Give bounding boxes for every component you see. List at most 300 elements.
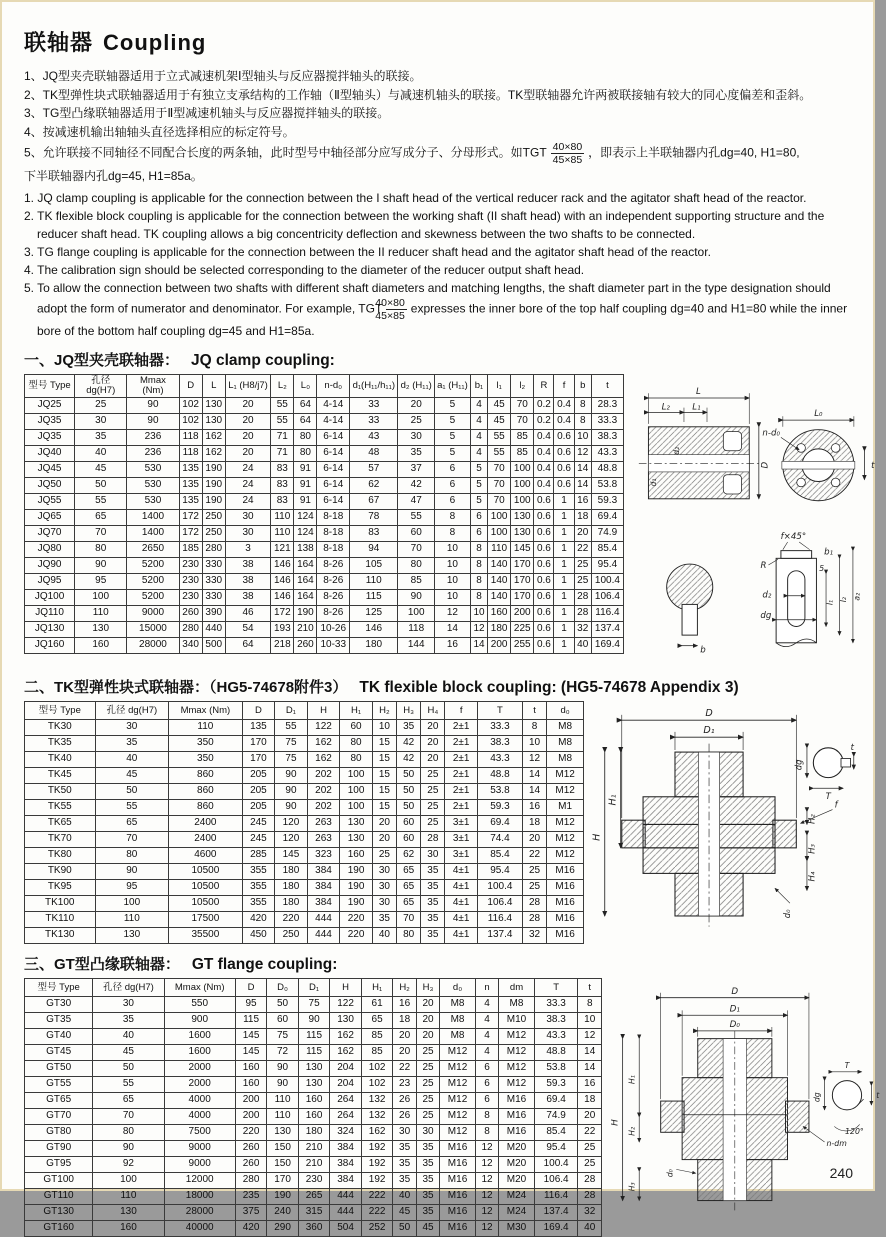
value-cell: 95 xyxy=(75,574,127,590)
value-cell: 16 xyxy=(574,494,591,510)
jq-dim-L0: L₀ xyxy=(814,409,823,420)
column-header: L xyxy=(202,375,225,398)
type-cell: TK70 xyxy=(25,832,96,848)
type-cell: JQ80 xyxy=(25,542,75,558)
value-cell: 20 xyxy=(522,832,546,848)
value-cell: 6 xyxy=(475,1093,498,1109)
table-row xyxy=(25,1221,602,1237)
value-cell: 160 xyxy=(235,1077,267,1093)
value-cell: 3±1 xyxy=(445,848,477,864)
note-en-5-before: 5. To allow the connection between two shafts with different shaft diameters and matching lengths, the shaft diameter part in the type designation should adopt the form of numerator and denominator. For example, TGT xyxy=(24,281,831,316)
value-cell: 20 xyxy=(416,1029,439,1045)
value-cell: 180 xyxy=(488,622,511,638)
table-row xyxy=(25,1109,602,1125)
value-cell: 35 xyxy=(393,1141,416,1157)
page-title-zh: 联轴器 xyxy=(24,30,94,55)
type-cell: GT55 xyxy=(25,1077,93,1093)
value-cell: 4 xyxy=(470,446,487,462)
value-cell: M12 xyxy=(547,848,584,864)
value-cell: 74.9 xyxy=(591,526,623,542)
value-cell: 130 xyxy=(75,622,127,638)
value-cell: 80 xyxy=(93,1125,164,1141)
value-cell: 40 xyxy=(578,1221,602,1237)
value-cell: 102 xyxy=(179,398,202,414)
value-cell: 4600 xyxy=(169,848,243,864)
value-cell: 25 xyxy=(578,1157,602,1173)
value-cell: 2±1 xyxy=(445,768,477,784)
value-cell: 3±1 xyxy=(445,816,477,832)
value-cell: 118 xyxy=(179,430,202,446)
value-cell: 230 xyxy=(179,590,202,606)
table-row xyxy=(25,398,624,414)
table-row xyxy=(25,912,584,928)
value-cell: M16 xyxy=(547,928,584,944)
table-row xyxy=(25,1141,602,1157)
value-cell: 62 xyxy=(397,848,421,864)
value-cell: 130 xyxy=(511,526,534,542)
value-cell: 28 xyxy=(522,896,546,912)
value-cell: 35 xyxy=(421,896,445,912)
value-cell: 55 xyxy=(488,446,511,462)
value-cell: 45 xyxy=(488,398,511,414)
column-header: H₁ xyxy=(361,979,393,997)
type-cell: TK40 xyxy=(25,752,96,768)
value-cell: 54 xyxy=(225,622,270,638)
value-cell: 25 xyxy=(416,1045,439,1061)
value-cell: 210 xyxy=(294,622,317,638)
value-cell: 43.3 xyxy=(591,446,623,462)
value-cell: 340 xyxy=(179,638,202,654)
value-cell: 5 xyxy=(470,494,487,510)
value-cell: 12 xyxy=(434,606,470,622)
jq-dim-l2: l₂ xyxy=(839,597,849,603)
value-cell: 4 xyxy=(475,1013,498,1029)
value-cell: 162 xyxy=(202,430,225,446)
value-cell: 860 xyxy=(169,784,243,800)
jq-dim-nd0: n-d₀ xyxy=(762,428,780,439)
value-cell: 252 xyxy=(361,1221,393,1237)
value-cell: 28 xyxy=(578,1189,602,1205)
jq-section xyxy=(24,374,875,667)
value-cell: 170 xyxy=(511,558,534,574)
value-cell: 30 xyxy=(225,510,270,526)
value-cell: 130 xyxy=(511,510,534,526)
tk-dim-T: T xyxy=(825,792,831,803)
value-cell: 60 xyxy=(398,526,434,542)
value-cell: 20 xyxy=(225,414,270,430)
jq-diagram xyxy=(630,374,880,667)
table-row xyxy=(25,430,624,446)
value-cell: 85 xyxy=(511,430,534,446)
value-cell: M12 xyxy=(499,1061,535,1077)
value-cell: 35 xyxy=(421,928,445,944)
gt-dim-D1: D₁ xyxy=(729,1004,740,1015)
value-cell: M12 xyxy=(440,1109,476,1125)
value-cell: 60 xyxy=(397,832,421,848)
value-cell: 280 xyxy=(202,542,225,558)
value-cell: 43 xyxy=(350,430,398,446)
value-cell: 110 xyxy=(488,542,511,558)
table-row xyxy=(25,736,584,752)
value-cell: 264 xyxy=(330,1093,362,1109)
value-cell: 144 xyxy=(398,638,434,654)
value-cell: 190 xyxy=(202,494,225,510)
note-en-4: 4. The calibration sign should be selected corresponding to the diameter of the reducer output shaft head. xyxy=(24,263,585,278)
value-cell: 71 xyxy=(271,430,294,446)
value-cell: 118 xyxy=(179,446,202,462)
value-cell: M16 xyxy=(440,1141,476,1157)
value-cell: 263 xyxy=(307,816,340,832)
value-cell: 20 xyxy=(225,446,270,462)
value-cell: 85.4 xyxy=(591,542,623,558)
value-cell: 146 xyxy=(271,558,294,574)
value-cell: 130 xyxy=(298,1077,330,1093)
value-cell: 38.3 xyxy=(477,736,522,752)
value-cell: 20 xyxy=(416,1013,439,1029)
value-cell: 150 xyxy=(267,1157,299,1173)
value-cell: 95.4 xyxy=(591,558,623,574)
jq-dim-d2-side: d₂ xyxy=(672,447,682,455)
type-cell: JQ35 xyxy=(25,414,75,430)
value-cell: 9000 xyxy=(127,606,179,622)
gt-dim-D: D xyxy=(731,986,739,997)
tk-dim-d0: d₀ xyxy=(782,909,793,919)
value-cell: 290 xyxy=(267,1221,299,1237)
value-cell: 384 xyxy=(307,880,340,896)
value-cell: 1 xyxy=(554,638,574,654)
type-cell: TK80 xyxy=(25,848,96,864)
value-cell: 90 xyxy=(275,784,308,800)
column-header: 孔径 dg(H7) xyxy=(93,979,164,997)
value-cell: 38 xyxy=(225,574,270,590)
value-cell: 0.6 xyxy=(534,574,554,590)
value-cell: 250 xyxy=(202,526,225,542)
value-cell: 50 xyxy=(75,478,127,494)
value-cell: 150 xyxy=(267,1141,299,1157)
value-cell: 15 xyxy=(372,736,396,752)
tk-dim-H1: H₁ xyxy=(606,794,618,806)
value-cell: 80 xyxy=(95,848,169,864)
value-cell: 35 xyxy=(372,912,396,928)
value-cell: M12 xyxy=(547,832,584,848)
value-cell: 22 xyxy=(578,1125,602,1141)
value-cell: 3±1 xyxy=(445,832,477,848)
value-cell: 75 xyxy=(275,736,308,752)
value-cell: 164 xyxy=(294,558,317,574)
type-cell: TK110 xyxy=(25,912,96,928)
value-cell: M16 xyxy=(499,1093,535,1109)
value-cell: 2±1 xyxy=(445,784,477,800)
value-cell: 100 xyxy=(511,478,534,494)
value-cell: 53.8 xyxy=(477,784,522,800)
tk-dim-H3: H₃ xyxy=(806,844,817,855)
value-cell: 160 xyxy=(75,638,127,654)
table-row xyxy=(25,494,624,510)
value-cell: 220 xyxy=(235,1125,267,1141)
value-cell: 30 xyxy=(93,997,164,1013)
value-cell: 210 xyxy=(298,1141,330,1157)
note-en-5-after: expresses the inner bore of the top half coupling dg=40 and H1=80 while the inner bore of the bottom half coupling dg=45 and H1=85a. xyxy=(37,301,848,339)
note-zh-5-cont: 下半联轴器内孔dg=45, H1=85a。 xyxy=(24,168,203,183)
value-cell: 1600 xyxy=(164,1029,235,1045)
value-cell: 140 xyxy=(488,574,511,590)
value-cell: 860 xyxy=(169,800,243,816)
table-row xyxy=(25,462,624,478)
value-cell: 67 xyxy=(350,494,398,510)
column-header: 型号 Type xyxy=(25,702,96,720)
value-cell: 205 xyxy=(242,768,275,784)
value-cell: 8 xyxy=(470,590,487,606)
value-cell: 55 xyxy=(488,430,511,446)
value-cell: 140 xyxy=(488,590,511,606)
value-cell: 1 xyxy=(554,606,574,622)
value-cell: 0.4 xyxy=(534,478,554,494)
value-cell: 85.4 xyxy=(534,1125,578,1141)
value-cell: 65 xyxy=(93,1093,164,1109)
value-cell: 0.4 xyxy=(534,446,554,462)
value-cell: 220 xyxy=(340,928,373,944)
column-header: t xyxy=(578,979,602,997)
column-header: D xyxy=(235,979,267,997)
value-cell: 2400 xyxy=(169,832,243,848)
tk-dim-H4: H₄ xyxy=(806,871,817,882)
value-cell: 30 xyxy=(75,414,127,430)
value-cell: M30 xyxy=(499,1221,535,1237)
value-cell: 236 xyxy=(127,430,179,446)
value-cell: 6-14 xyxy=(317,446,350,462)
value-cell: 60 xyxy=(397,816,421,832)
table-row xyxy=(25,638,624,654)
value-cell: 8-18 xyxy=(317,542,350,558)
fraction xyxy=(551,141,585,166)
value-cell: 10 xyxy=(434,590,470,606)
table-row xyxy=(25,1125,602,1141)
value-cell: 15000 xyxy=(127,622,179,638)
value-cell: 384 xyxy=(330,1157,362,1173)
jq-dim-b1: b₁ xyxy=(824,547,834,558)
value-cell: 100 xyxy=(511,462,534,478)
value-cell: M8 xyxy=(440,1029,476,1045)
value-cell: M24 xyxy=(499,1189,535,1205)
column-header: D xyxy=(179,375,202,398)
value-cell: 33 xyxy=(350,414,398,430)
value-cell: 12 xyxy=(475,1205,498,1221)
value-cell: 1 xyxy=(554,542,574,558)
value-cell: 116.4 xyxy=(591,606,623,622)
value-cell: 100.4 xyxy=(591,574,623,590)
value-cell: 28000 xyxy=(164,1205,235,1221)
table-row xyxy=(25,606,624,622)
type-cell: GT30 xyxy=(25,997,93,1013)
fraction-en-numerator: 40×80 xyxy=(375,297,405,310)
note-zh-4: 4、按减速机输出轴轴头直径选择相应的标定符号。 xyxy=(24,124,295,139)
value-cell: 43.3 xyxy=(534,1029,578,1045)
value-cell: 30 xyxy=(95,720,169,736)
value-cell: 35 xyxy=(95,736,169,752)
value-cell: 172 xyxy=(179,526,202,542)
gt-dim-ndm: n-dm xyxy=(826,1139,847,1149)
value-cell: 57 xyxy=(350,462,398,478)
value-cell: 25 xyxy=(416,1093,439,1109)
value-cell: 85 xyxy=(511,446,534,462)
value-cell: 1 xyxy=(554,622,574,638)
type-cell: JQ50 xyxy=(25,478,75,494)
value-cell: 20 xyxy=(225,430,270,446)
value-cell: M12 xyxy=(440,1125,476,1141)
value-cell: 72 xyxy=(267,1045,299,1061)
value-cell: 20 xyxy=(416,997,439,1013)
value-cell: 260 xyxy=(235,1157,267,1173)
column-header: L₁ (H8/j7) xyxy=(225,375,270,398)
column-header: t xyxy=(591,375,623,398)
value-cell: 37 xyxy=(398,462,434,478)
tk-dim-dg: dg xyxy=(794,759,805,771)
column-header: R xyxy=(534,375,554,398)
value-cell: 25 xyxy=(578,1141,602,1157)
value-cell: 30 xyxy=(398,430,434,446)
value-cell: 71 xyxy=(271,446,294,462)
value-cell: 384 xyxy=(330,1173,362,1189)
gt-section-title xyxy=(24,953,859,974)
value-cell: 116.4 xyxy=(534,1189,578,1205)
table-row xyxy=(25,590,624,606)
value-cell: 28 xyxy=(522,912,546,928)
column-header: 孔径 dg(H7) xyxy=(75,375,127,398)
column-header: dm xyxy=(499,979,535,997)
column-header: D₀ xyxy=(267,979,299,997)
value-cell: 100 xyxy=(488,526,511,542)
value-cell: M8 xyxy=(440,1013,476,1029)
value-cell: 8 xyxy=(578,997,602,1013)
type-cell: JQ100 xyxy=(25,590,75,606)
column-header: L₀ xyxy=(294,375,317,398)
value-cell: 444 xyxy=(307,928,340,944)
value-cell: 190 xyxy=(267,1189,299,1205)
type-cell: JQ110 xyxy=(25,606,75,622)
value-cell: 120 xyxy=(275,832,308,848)
column-header: D xyxy=(242,702,275,720)
value-cell: 70 xyxy=(488,462,511,478)
value-cell: 236 xyxy=(127,446,179,462)
value-cell: 122 xyxy=(307,720,340,736)
column-header: t xyxy=(522,702,546,720)
gt-dim-H1: H₁ xyxy=(627,1075,637,1085)
note-en-3: 3. TG flange coupling is applicable for the connection between the II reducer shaft head and the agitator shaft head of the reactor. xyxy=(24,245,711,260)
value-cell: M16 xyxy=(440,1205,476,1221)
value-cell: 218 xyxy=(271,638,294,654)
value-cell: 202 xyxy=(307,784,340,800)
value-cell: 90 xyxy=(93,1141,164,1157)
value-cell: 1600 xyxy=(164,1045,235,1061)
table-row xyxy=(25,1013,602,1029)
value-cell: 59.3 xyxy=(477,800,522,816)
tk-dim-f: f xyxy=(834,800,838,811)
note-en-5 xyxy=(24,279,859,340)
value-cell: 42 xyxy=(397,736,421,752)
value-cell: 40000 xyxy=(164,1221,235,1237)
type-cell: GT90 xyxy=(25,1141,93,1157)
value-cell: 95 xyxy=(95,880,169,896)
value-cell: 4-14 xyxy=(317,414,350,430)
value-cell: M12 xyxy=(499,1029,535,1045)
value-cell: 18 xyxy=(574,510,591,526)
value-cell: 10 xyxy=(434,542,470,558)
value-cell: 110 xyxy=(75,606,127,622)
value-cell: 33.3 xyxy=(477,720,522,736)
value-cell: 200 xyxy=(488,638,511,654)
value-cell: 10 xyxy=(434,574,470,590)
value-cell: 205 xyxy=(242,800,275,816)
value-cell: 110 xyxy=(169,720,243,736)
value-cell: M8 xyxy=(547,720,584,736)
tk-dim-D: D xyxy=(704,708,713,720)
value-cell: 100 xyxy=(340,768,373,784)
value-cell: 145 xyxy=(511,542,534,558)
value-cell: 160 xyxy=(235,1061,267,1077)
table-row xyxy=(25,446,624,462)
jq-dim-fx45: f×45° xyxy=(780,532,807,543)
value-cell: 120 xyxy=(275,816,308,832)
value-cell: 4±1 xyxy=(445,928,477,944)
value-cell: 444 xyxy=(330,1189,362,1205)
value-cell: 14 xyxy=(574,478,591,494)
type-cell: GT50 xyxy=(25,1061,93,1077)
value-cell: 384 xyxy=(330,1141,362,1157)
value-cell: 190 xyxy=(340,896,373,912)
value-cell: 60 xyxy=(340,720,373,736)
value-cell: 8 xyxy=(470,542,487,558)
column-header: l₁ xyxy=(488,375,511,398)
value-cell: 530 xyxy=(127,494,179,510)
table-row xyxy=(25,864,584,880)
type-cell: TK45 xyxy=(25,768,96,784)
value-cell: 4 xyxy=(470,398,487,414)
value-cell: 260 xyxy=(179,606,202,622)
value-cell: 450 xyxy=(242,928,275,944)
value-cell: 4-14 xyxy=(317,398,350,414)
value-cell: 64 xyxy=(294,414,317,430)
value-cell: 190 xyxy=(202,478,225,494)
column-header: d₂ (H₁₁) xyxy=(398,375,434,398)
value-cell: 48.8 xyxy=(477,768,522,784)
value-cell: 75 xyxy=(267,1029,299,1045)
value-cell: 12 xyxy=(475,1141,498,1157)
note-en-2: 2. TK flexible block coupling is applicable for the connection between the working shaft (II shaft head) with an independent supporting structure and the reducer shaft head. TK coupling allows a big concentricity deflection and skewness between the two shafts to be connected. xyxy=(24,209,825,242)
value-cell: 80 xyxy=(294,446,317,462)
value-cell: 124 xyxy=(294,510,317,526)
value-cell: 20 xyxy=(578,1109,602,1125)
value-cell: 6-14 xyxy=(317,494,350,510)
value-cell: 6-14 xyxy=(317,462,350,478)
value-cell: 30 xyxy=(393,1125,416,1141)
gt-title-en: GT flange coupling: xyxy=(191,956,338,974)
value-cell: 125 xyxy=(350,606,398,622)
value-cell: 5 xyxy=(434,430,470,446)
value-cell: 145 xyxy=(235,1045,267,1061)
value-cell: M20 xyxy=(499,1157,535,1173)
value-cell: 33.3 xyxy=(534,997,578,1013)
value-cell: 62 xyxy=(350,478,398,494)
jq-dim-5: 5 xyxy=(819,564,825,574)
jq-dim-R: R xyxy=(760,561,767,572)
value-cell: 12 xyxy=(475,1189,498,1205)
page-title-en: Coupling xyxy=(103,30,207,55)
column-header: T xyxy=(534,979,578,997)
value-cell: 55 xyxy=(75,494,127,510)
value-cell: 95.4 xyxy=(477,864,522,880)
value-cell: 20 xyxy=(574,526,591,542)
column-header: l₂ xyxy=(511,375,534,398)
